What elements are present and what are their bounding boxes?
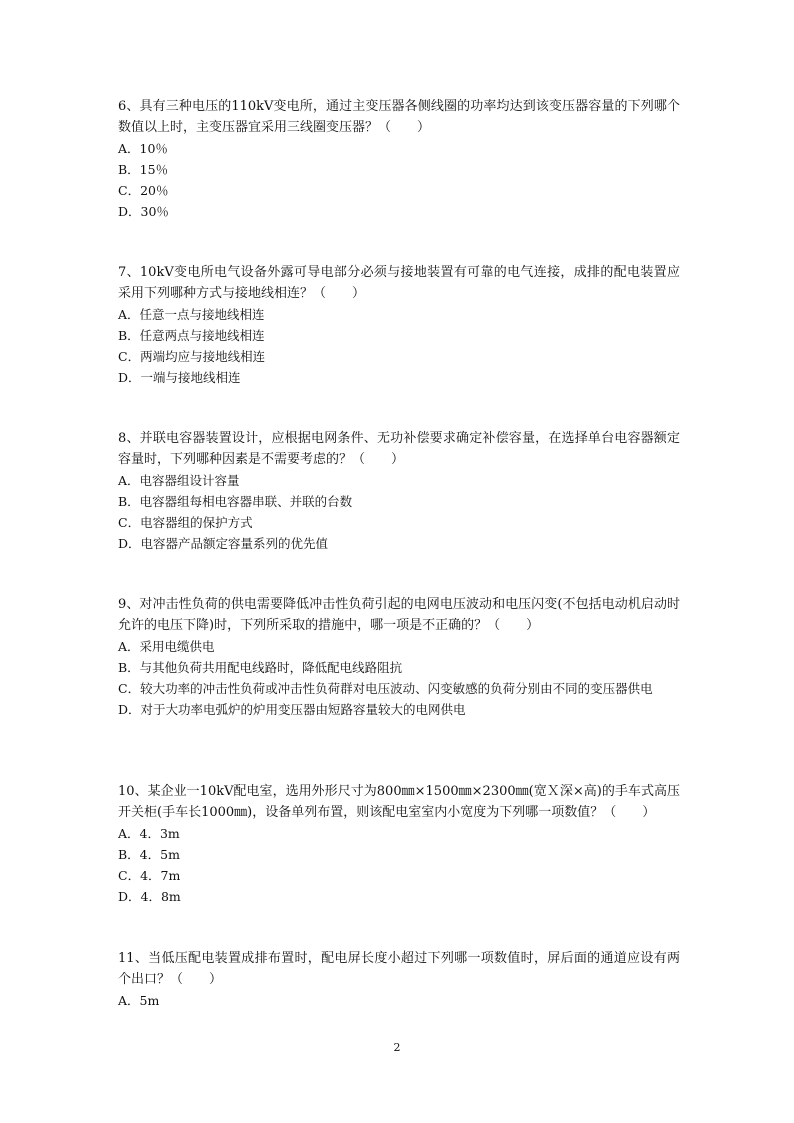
option-c: C．电容器组的保护方式 xyxy=(118,515,253,530)
option-a: A．4．3m xyxy=(118,826,180,841)
question-7 xyxy=(118,262,680,388)
question-stem: 8、并联电容器装置设计，应根据电网条件、无功补偿要求确定补偿容量，在选择单台电容器额定容量时，下列哪种因素是不需要考虑的？（ ） xyxy=(118,431,680,467)
option-a: A．5m xyxy=(118,993,160,1008)
option-a: A．任意一点与接地线相连 xyxy=(118,307,265,322)
option-c: C．20％ xyxy=(118,183,169,198)
question-9 xyxy=(118,594,680,720)
option-a: A．电容器组设计容量 xyxy=(118,473,240,488)
option-b: B．电容器组每相电容器串联、并联的台数 xyxy=(118,494,353,509)
page-number: 2 xyxy=(393,1041,401,1054)
question-stem: 9、对冲击性负荷的供电需要降低冲击性负荷引起的电网电压波动和电压闪变(不包括电动机启动时允许的电压下降)时，下列所采取的措施中，哪一项是不正确的？（ ） xyxy=(118,597,680,633)
option-d: D．30％ xyxy=(118,204,169,219)
option-d: D．对于大功率电弧炉的炉用变压器由短路容量较大的电网供电 xyxy=(118,702,466,717)
option-a: A．10％ xyxy=(118,141,168,156)
question-11 xyxy=(118,948,680,1011)
option-c: C．较大功率的冲击性负荷或冲击性负荷群对电压波动、闪变敏感的负荷分别由不同的变压器供电 xyxy=(118,681,653,696)
question-stem: 10、某企业一10kV配电室，选用外形尺寸为800㎜×1500㎜×2300㎜(宽Ｘ深×高)的手车式高压开关柜(手车长1000㎜)，设备单列布置，则该配电室室内小宽度为下列哪一项数值？（ ） xyxy=(118,784,680,820)
option-b: B．4．5m xyxy=(118,847,180,862)
option-d: D．4．8m xyxy=(118,889,181,904)
option-c: C．4．7m xyxy=(118,868,181,883)
option-d: D．一端与接地线相连 xyxy=(118,370,241,385)
option-b: B．15％ xyxy=(118,162,169,177)
option-c: C．两端均应与接地线相连 xyxy=(118,349,266,364)
question-stem: 11、当低压配电装置成排布置时，配电屏长度小超过下列哪一项数值时，屏后面的通道应设有两个出口？（ ） xyxy=(118,951,680,987)
option-b: B．任意两点与接地线相连 xyxy=(118,328,265,343)
option-b: B．与其他负荷共用配电线路时，降低配电线路阻抗 xyxy=(118,660,403,675)
question-stem: 7、10kV变电所电气设备外露可导电部分必须与接地装置有可靠的电气连接，成排的配电装置应采用下列哪种方式与接地线相连？（ ） xyxy=(118,265,680,301)
option-a: A．采用电缆供电 xyxy=(118,639,215,654)
question-8 xyxy=(118,428,680,554)
option-d: D．电容器产品额定容量系列的优先值 xyxy=(118,536,329,551)
question-6 xyxy=(118,96,680,222)
question-stem: 6、具有三种电压的110kV变电所，通过主变压器各侧线圈的功率均达到该变压器容量的下列哪个数值以上时，主变压器宜采用三线圈变压器？（ ） xyxy=(118,99,680,135)
question-10 xyxy=(118,781,680,907)
